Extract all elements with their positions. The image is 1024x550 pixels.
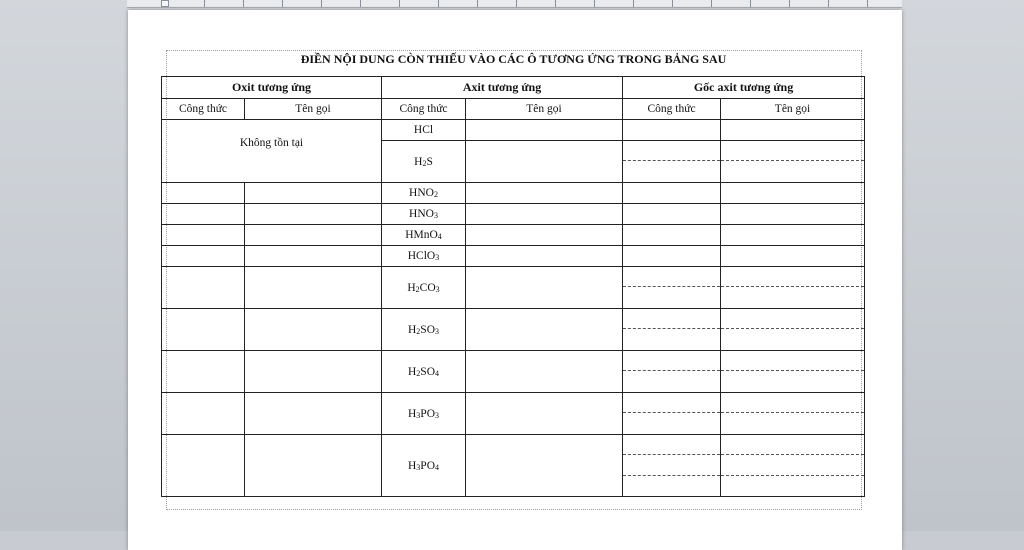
radical-formula-cell[interactable] — [623, 435, 721, 497]
table-row — [162, 183, 865, 204]
radical-name-cell[interactable] — [721, 120, 865, 141]
acid-name-cell[interactable] — [466, 267, 623, 309]
acid-name-cell[interactable] — [466, 393, 623, 435]
horizontal-ruler[interactable] — [127, 0, 902, 8]
table-row — [162, 351, 865, 393]
acid-formula-cell[interactable] — [382, 204, 466, 225]
acid-formula: $H_2SO_3$ — [407, 323, 439, 336]
data-table[interactable] — [161, 76, 865, 497]
radical-name-cell[interactable] — [721, 204, 865, 225]
table-row — [162, 120, 865, 141]
acid-formula: $HNO_3$ — [409, 208, 438, 220]
oxide-name-cell[interactable] — [245, 351, 382, 393]
dashed-divider — [623, 160, 720, 161]
radical-formula-cell[interactable] — [623, 393, 721, 435]
dashed-divider — [721, 370, 864, 371]
acid-name-cell[interactable] — [466, 141, 623, 183]
acid-formula: $H_2S$ — [414, 155, 433, 168]
radical-formula-cell[interactable] — [623, 141, 721, 183]
oxide-name-cell[interactable] — [245, 204, 382, 225]
acid-formula: HCl — [413, 124, 434, 136]
dashed-divider — [721, 328, 864, 329]
radical-name-cell[interactable] — [721, 225, 865, 246]
acid-formula: HClO$_3$ — [407, 250, 440, 262]
table-row — [162, 309, 865, 351]
acid-formula: $HNO_2$ — [409, 187, 438, 199]
acid-formula-cell[interactable] — [382, 141, 466, 183]
radical-formula-cell[interactable] — [623, 351, 721, 393]
acid-name-cell[interactable] — [466, 183, 623, 204]
subheader-axit-name: Tên gọi — [466, 99, 623, 120]
acid-name-cell[interactable] — [466, 120, 623, 141]
table-row — [162, 225, 865, 246]
acid-formula-cell[interactable] — [382, 267, 466, 309]
header-oxit: Oxit tương ứng — [162, 77, 382, 99]
subheader-goc-name: Tên gọi — [721, 99, 865, 120]
dashed-divider — [623, 412, 720, 413]
acid-name-cell[interactable] — [466, 309, 623, 351]
table-row — [162, 246, 865, 267]
radical-formula-cell[interactable] — [623, 225, 721, 246]
oxide-formula-cell[interactable] — [162, 246, 245, 267]
table-row — [162, 435, 865, 497]
radical-name-cell[interactable] — [721, 309, 865, 351]
oxide-formula-cell[interactable] — [162, 351, 245, 393]
oxide-formula-cell[interactable] — [162, 267, 245, 309]
radical-name-cell[interactable] — [721, 141, 865, 183]
oxide-name-cell[interactable] — [245, 246, 382, 267]
acid-formula-cell[interactable] — [382, 183, 466, 204]
oxide-name-cell[interactable] — [245, 183, 382, 204]
oxide-formula-cell[interactable] — [162, 309, 245, 351]
acid-name-cell[interactable] — [466, 351, 623, 393]
header-goc-axit: Gốc axit tương ứng — [623, 77, 865, 99]
oxide-formula-cell[interactable] — [162, 435, 245, 497]
acid-formula-cell[interactable] — [382, 351, 466, 393]
merged-note-cell[interactable] — [162, 120, 382, 183]
acid-formula: HMnO$_4$ — [405, 229, 442, 241]
radical-name-cell[interactable] — [721, 435, 865, 497]
oxide-name-cell[interactable] — [245, 267, 382, 309]
acid-formula-cell[interactable] — [382, 309, 466, 351]
radical-formula-cell[interactable] — [623, 204, 721, 225]
acid-formula: $H_2SO_4$ — [407, 365, 439, 378]
dashed-divider — [623, 454, 720, 455]
oxide-name-cell[interactable] — [245, 225, 382, 246]
subheader-axit-formula: Công thức — [382, 99, 466, 120]
subheader-row — [162, 99, 865, 120]
acid-formula-cell[interactable] — [382, 435, 466, 497]
subheader-oxit-name: Tên gọi — [245, 99, 382, 120]
dashed-divider — [623, 370, 720, 371]
acid-formula-cell[interactable] — [382, 246, 466, 267]
acid-formula-cell[interactable] — [382, 120, 466, 141]
oxide-name-cell[interactable] — [245, 393, 382, 435]
acid-name-cell[interactable] — [466, 225, 623, 246]
oxide-name-cell[interactable] — [245, 309, 382, 351]
document-title: ĐIỀN NỘI DUNG CÒN THIẾU VÀO CÁC Ô TƯƠNG ỨNG TRONG BẢNG SAU — [300, 52, 727, 66]
acid-formula-cell[interactable] — [382, 393, 466, 435]
oxide-name-cell[interactable] — [245, 435, 382, 497]
radical-name-cell[interactable] — [721, 351, 865, 393]
merged-note: Không tồn tại — [239, 137, 304, 149]
dashed-divider — [721, 286, 864, 287]
document-page[interactable] — [128, 10, 902, 550]
radical-name-cell[interactable] — [721, 393, 865, 435]
acid-name-cell[interactable] — [466, 204, 623, 225]
radical-name-cell[interactable] — [721, 246, 865, 267]
dashed-divider — [623, 328, 720, 329]
radical-formula-cell[interactable] — [623, 183, 721, 204]
indent-marker[interactable] — [161, 0, 169, 7]
dashed-divider — [623, 475, 720, 476]
oxide-formula-cell[interactable] — [162, 183, 245, 204]
acid-name-cell[interactable] — [466, 246, 623, 267]
oxide-formula-cell[interactable] — [162, 225, 245, 246]
acid-name-cell[interactable] — [466, 435, 623, 497]
group-header-row — [162, 77, 865, 99]
radical-name-cell[interactable] — [721, 183, 865, 204]
dashed-divider — [623, 286, 720, 287]
acid-formula: $H_3PO_3$ — [407, 407, 439, 420]
acid-formula: $H_3PO_4$ — [407, 459, 439, 472]
dashed-divider — [721, 475, 864, 476]
header-axit: Axit tương ứng — [382, 77, 623, 99]
radical-formula-cell[interactable] — [623, 267, 721, 309]
table-row — [162, 204, 865, 225]
acid-formula: $H_2CO_3$ — [407, 281, 440, 294]
oxide-formula-cell[interactable] — [162, 204, 245, 225]
subheader-oxit-formula: Công thức — [162, 99, 245, 120]
radical-formula-cell[interactable] — [623, 309, 721, 351]
dashed-divider — [721, 454, 864, 455]
table-row — [162, 267, 865, 309]
dashed-divider — [721, 160, 864, 161]
acid-formula-cell[interactable] — [382, 225, 466, 246]
subheader-goc-formula: Công thức — [623, 99, 721, 120]
oxide-formula-cell[interactable] — [162, 393, 245, 435]
radical-name-cell[interactable] — [721, 267, 865, 309]
radical-formula-cell[interactable] — [623, 120, 721, 141]
radical-formula-cell[interactable] — [623, 246, 721, 267]
dashed-divider — [721, 412, 864, 413]
table-row — [162, 393, 865, 435]
